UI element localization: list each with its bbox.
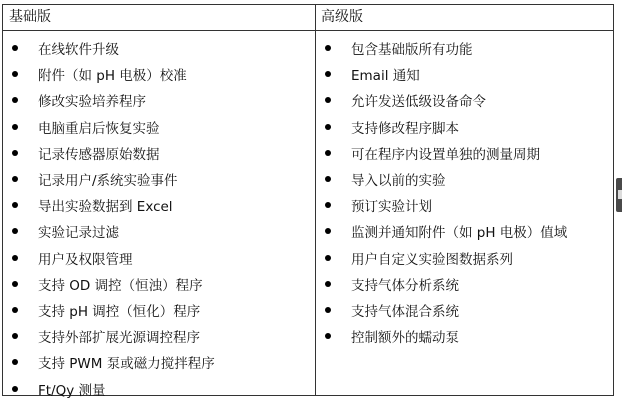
bullet-icon	[325, 307, 331, 313]
list-item	[316, 245, 614, 271]
basic-feature-list	[3, 35, 315, 402]
feature-text: 可在程序内设置单独的测量周期	[351, 146, 540, 163]
feature-text: 支持修改程序脚本	[351, 120, 459, 137]
header-divider	[3, 30, 613, 31]
feature-comparison-table	[2, 4, 614, 399]
bullet-icon	[12, 124, 18, 130]
bullet-icon	[12, 359, 18, 365]
advanced-feature-list	[316, 35, 614, 349]
list-item	[3, 218, 315, 244]
list-item	[3, 87, 315, 113]
bullet-icon	[12, 202, 18, 208]
feature-text: 导出实验数据到 Excel	[38, 199, 173, 216]
feature-text: 支持外部扩展光源调控程序	[38, 330, 200, 347]
edge-tab-icon	[618, 190, 622, 199]
feature-text: 支持 OD 调控（恒浊）程序	[38, 277, 203, 294]
bullet-icon	[325, 97, 331, 103]
list-item	[3, 297, 315, 323]
list-item	[3, 61, 315, 87]
feature-text: 控制额外的蠕动泵	[351, 330, 459, 347]
bullet-icon	[325, 71, 331, 77]
feature-text: Email 通知	[351, 68, 420, 85]
list-item	[316, 297, 614, 323]
list-item	[316, 271, 614, 297]
feature-text: 允许发送低级设备命令	[351, 94, 486, 111]
feature-text: 记录传感器原始数据	[38, 146, 160, 163]
feature-text: 电脑重启后恢复实验	[38, 120, 160, 137]
list-item	[316, 35, 614, 61]
feature-text: Ft/Qy 测量	[38, 382, 106, 399]
bullet-icon	[12, 71, 18, 77]
list-item	[316, 61, 614, 87]
list-item	[3, 271, 315, 297]
bullet-icon	[12, 307, 18, 313]
bullet-icon	[12, 45, 18, 51]
bullet-icon	[325, 176, 331, 182]
feature-text: 包含基础版所有功能	[351, 42, 473, 59]
feature-text: 导入以前的实验	[351, 173, 446, 190]
feature-text: 修改实验培养程序	[38, 94, 146, 111]
bullet-icon	[12, 150, 18, 156]
bullet-icon	[325, 202, 331, 208]
header-basic: 基础版	[9, 9, 51, 25]
bullet-icon	[325, 124, 331, 130]
bullet-icon	[12, 281, 18, 287]
bullet-icon	[12, 255, 18, 261]
list-item	[3, 192, 315, 218]
header-advanced: 高级版	[321, 9, 363, 25]
list-item	[316, 87, 614, 113]
feature-text: 附件（如 pH 电极）校准	[38, 68, 187, 85]
list-item	[3, 245, 315, 271]
bullet-icon	[325, 45, 331, 51]
bullet-icon	[12, 97, 18, 103]
feature-text: 支持 pH 调控（恒化）程序	[38, 303, 201, 320]
bullet-icon	[12, 333, 18, 339]
list-item	[3, 323, 315, 349]
list-item	[3, 166, 315, 192]
bullet-icon	[325, 150, 331, 156]
feature-text: 实验记录过滤	[38, 225, 119, 242]
list-item	[316, 114, 614, 140]
list-item	[3, 35, 315, 61]
bullet-icon	[12, 176, 18, 182]
list-item	[3, 114, 315, 140]
feature-text: 用户自定义实验图数据系列	[351, 251, 513, 268]
feature-text: 支持气体分析系统	[351, 277, 459, 294]
feature-text: 监测并通知附件（如 pH 电极）值域	[351, 225, 568, 242]
list-item	[316, 192, 614, 218]
bullet-icon	[12, 228, 18, 234]
list-item	[316, 166, 614, 192]
feature-text: 用户及权限管理	[38, 251, 133, 268]
list-item	[3, 140, 315, 166]
list-item	[316, 218, 614, 244]
bullet-icon	[325, 228, 331, 234]
feature-text: 记录用户/系统实验事件	[38, 173, 178, 190]
feature-text: 支持 PWM 泵或磁力搅拌程序	[38, 356, 215, 373]
list-item	[3, 349, 315, 375]
bullet-icon	[12, 386, 18, 392]
feature-text: 支持气体混合系统	[351, 303, 459, 320]
bullet-icon	[325, 255, 331, 261]
bullet-icon	[325, 281, 331, 287]
list-item	[316, 140, 614, 166]
feature-text: 预订实验计划	[351, 199, 432, 216]
feature-text: 在线软件升级	[38, 42, 119, 59]
list-item	[316, 323, 614, 349]
list-item	[3, 375, 315, 401]
bullet-icon	[325, 333, 331, 339]
